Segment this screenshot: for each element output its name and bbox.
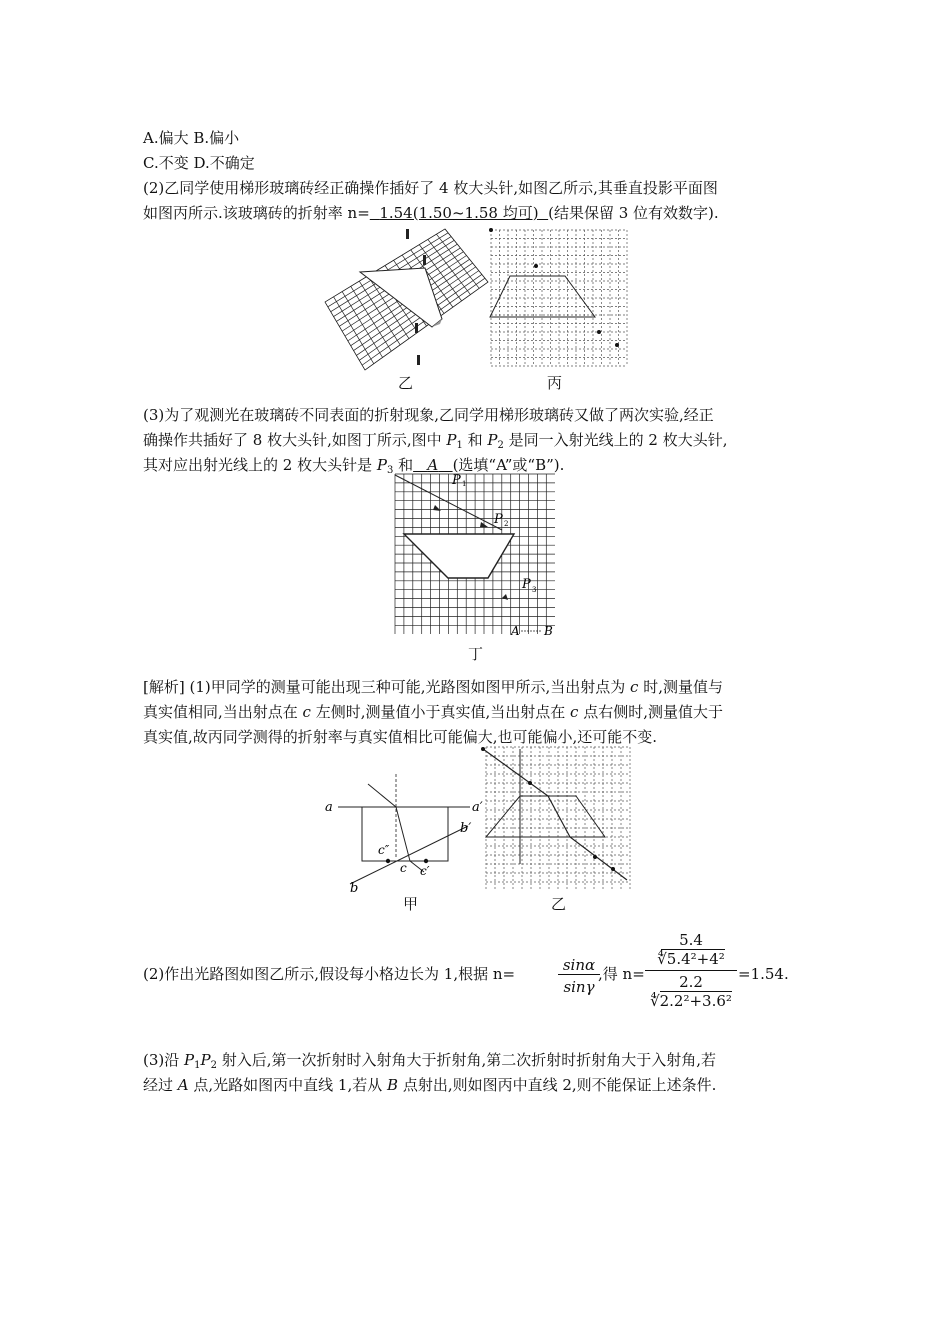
caption-jia: 甲 (403, 895, 419, 913)
refracted-ray (368, 784, 424, 872)
q2-line2-pre: 如图丙所示.该玻璃砖的折射率 n= (143, 204, 370, 222)
analysis-line1: [解析] (1)甲同学的测量可能出现三种可能,光路图如图甲所示,当出射点为 c 时,测量值与 (143, 678, 723, 696)
figure-jia-yi (320, 744, 640, 894)
label-c: c (400, 861, 407, 875)
svg-text:1: 1 (462, 480, 467, 488)
calc-result: =1.54. (738, 965, 789, 983)
label-a2-jia: a′ (472, 800, 483, 815)
analysis-line3: 真实值,故丙同学测得的折射率与真实值相比可能偏大,也可能偏小,还可能不变. (143, 728, 658, 746)
caption-ding: 丁 (468, 645, 484, 663)
q3-line3: 其对应出射光线上的 2 枚大头针是 $P_3$ 和 A (选填“A”或“B”). (143, 456, 565, 476)
q3-line2: 确操作共插好了 8 枚大头针,如图丁所示,图中 $P_1$ 和 $P_2$ 是同一入射光线上的 2 枚大头针, (143, 431, 728, 451)
q3-line1: (3)为了观测光在玻璃砖不同表面的折射现象,乙同学用梯形玻璃砖又做了两次实验,经正 (143, 406, 714, 424)
q3ans-line1: (3)沿 $P_1P_2$ 射入后,第一次折射时入射角大于折射角,第二次折射时折射角大于入射角,若 (143, 1051, 717, 1071)
label-c1: c″ (378, 843, 390, 857)
caption-yi2: 乙 (551, 895, 567, 913)
calc-mid: ,得 n= (598, 965, 645, 983)
caption-yi: 乙 (398, 374, 414, 392)
q3-answer: A (427, 456, 439, 474)
caption-bing: 丙 (547, 374, 563, 392)
calc-pre: (2)作出光路图如图乙所示,假设每小格边长为 1,根据 n= (143, 965, 516, 983)
dotted-grid-yi2 (486, 747, 630, 889)
option-line-ab: A.偏大 B.偏小 (143, 129, 240, 147)
q3ans-line2: 经过 A 点,光路如图丙中直线 1,若从 B 点射出,则如图丙中直线 2,则不能保证上述条件. (143, 1076, 717, 1094)
pins-bing (489, 228, 619, 347)
trapezoid-glass-bing (490, 276, 595, 317)
svg-text:2: 2 (504, 520, 509, 528)
q2-line1: (2)乙同学使用梯形玻璃砖经正确操作插好了 4 枚大头针,如图乙所示,其垂直投影平面图 (143, 179, 718, 197)
trapezoid-glass-ding (404, 534, 514, 578)
label-p2: P (494, 512, 503, 527)
label-a: A (511, 624, 520, 638)
figure-ding (390, 472, 560, 642)
frac-main: 5.4 ∜5.4²+4² 2.2 ∜2.2²+3.6² (645, 931, 737, 1010)
q2-line2-post: (结果保留 3 位有效数字). (548, 204, 719, 222)
q2-line2 (143, 201, 719, 225)
line-bb (350, 826, 468, 884)
label-a-jia: a (325, 800, 333, 815)
option-line-cd: C.不变 D.不确定 (143, 154, 255, 172)
label-b2-jia: b′ (460, 821, 472, 836)
analysis-line2: 真实值相同,当出射点在 c 左侧时,测量值小于真实值,当出射点在 c 点右侧时,测量值大于 (143, 703, 723, 721)
label-p3: P (522, 577, 531, 592)
label-b: B (544, 624, 553, 638)
label-b-jia: b (350, 881, 359, 894)
label-c2: c′ (420, 864, 430, 878)
q2-answer: 1.54(1.50~1.58 均可) (379, 204, 539, 222)
glass-box-jia (362, 807, 448, 861)
frac-sin: $\frac{\sin\alpha}{\sin\gamma}$ (558, 956, 600, 996)
dotted-grid-bing (491, 230, 627, 366)
figure-yi-bing (320, 224, 640, 394)
svg-text:3: 3 (532, 586, 537, 594)
label-p1: P (452, 473, 461, 488)
